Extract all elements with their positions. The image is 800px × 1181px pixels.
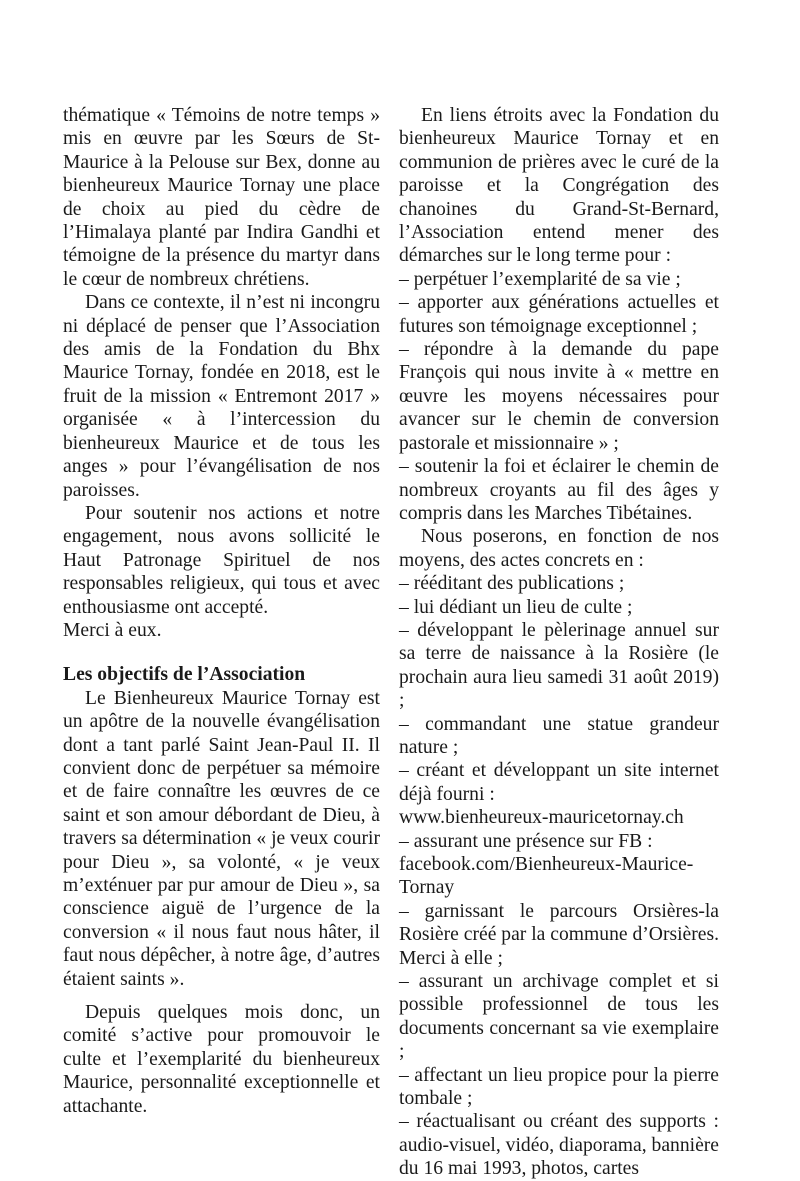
left-paragraph-3: Pour soutenir nos actions et notre engagement, nous avons sollicité le Haut Patronage Spirituel de nos responsables religieux, qui tous et avec enthousiasme ont accepté.	[63, 502, 380, 618]
right-paragraph-2: Nous poserons, en fonction de nos moyens, des actes concrets en :	[399, 526, 719, 571]
list-item: – commandant une statue grandeur nature ;	[399, 713, 719, 758]
list-item: – perpétuer l’exemplarité de sa vie ;	[399, 268, 681, 290]
list-item: – rééditant des publications ;	[399, 573, 625, 595]
right-column	[399, 104, 719, 1181]
list-item: – réactualisant ou créant des supports : audio-visuel, vidéo, diaporama, bannière du 16 mai 1993, photos, cartes	[399, 1111, 719, 1180]
list-item: – créant et développant un site internet déjà fourni :	[399, 760, 719, 805]
list-item: – lui dédiant un lieu de culte ;	[399, 596, 633, 618]
list-item: – développant le pèlerinage annuel sur sa terre de naissance à la Rosière (le prochain aura lieu samedi 31 août 2019) ;	[399, 619, 719, 712]
left-column	[63, 104, 380, 1118]
list-item: – assurant une présence sur FB :	[399, 830, 653, 852]
section-heading: Les objectifs de l’Association	[63, 664, 306, 686]
left-paragraph-1: thématique « Témoins de notre temps » mis en œuvre par les Sœurs de St-Maurice à la Pelouse sur Bex, donne au bienheureux Maurice Tornay une place de choix au pied du cèdre de l’Himalaya planté par Indira Gandhi et témoigne de la présence du martyr dans le cœur de nombreux chrétiens.	[63, 105, 380, 290]
left-paragraph-3-end: Merci à eux.	[63, 619, 162, 641]
list-item: – soutenir la foi et éclairer le chemin de nombreux croyants au fil des âges y compris dans les Marches Tibétaines.	[399, 456, 719, 524]
section-gap	[63, 642, 380, 663]
right-paragraph-1: En liens étroits avec la Fondation du bienheureux Maurice Tornay et en communion de prières avec le curé de la paroisse et la Congrégation des chanoines du Grand-St-Bernard, l’Association entend mener des démarches sur le long terme pour :	[399, 105, 719, 267]
facebook-url: facebook.com/Bienheureux-Maurice-Tornay	[399, 854, 694, 899]
website-url: www.bienheureux-mauricetornay.ch	[399, 807, 684, 829]
list-item: – assurant un archivage complet et si possible professionnel de tous les documents concernant sa vie exemplaire ;	[399, 971, 719, 1063]
list-item: – apporter aux générations actuelles et futures son témoignage exceptionnel ;	[399, 292, 719, 337]
list-item: – garnissant le parcours Orsières-la Rosière créé par la commune d’Orsières. Merci à elle ;	[399, 900, 719, 969]
paragraph-gap	[63, 991, 380, 1001]
list-item: – affectant un lieu propice pour la pierre tombale ;	[399, 1064, 719, 1110]
left-paragraph-4: Le Bienheureux Maurice Tornay est un apôtre de la nouvelle évangélisation dont a tant parlé Saint Jean-Paul II. Il convient donc de perpétuer sa mémoire et de faire connaître les œuvres de ce saint et son amour débordant de Dieu, à travers sa détermination « je veux courir pour Dieu », sa volonté, « je veux m’exténuer par pur amour de Dieu », sa conscience aiguë de l’urgence de la conversion « il nous faut nous hâter, il faut nous dépêcher, à notre âge, d’autres étaient saints ».	[63, 687, 380, 990]
left-paragraph-2: Dans ce contexte, il n’est ni incongru ni déplacé de penser que l’Association des amis de la Fondation du Bhx Maurice Tornay, fondée en 2018, est le fruit de la mission « Entremont 2017 » organisée « à l’intercession du bienheureux Maurice et de tous les anges » pour l’évangélisation de nos paroisses.	[63, 292, 380, 501]
left-paragraph-5: Depuis quelques mois donc, un comité s’active pour promouvoir le culte et l’exemplarité du bienheureux Maurice, personnalité exceptionnelle et attachante.	[63, 1002, 380, 1117]
list-item: – répondre à la demande du pape François qui nous invite à « mettre en œuvre les moyens nécessaires pour avancer sur le chemin de conversion pastorale et missionnaire » ;	[399, 339, 719, 454]
